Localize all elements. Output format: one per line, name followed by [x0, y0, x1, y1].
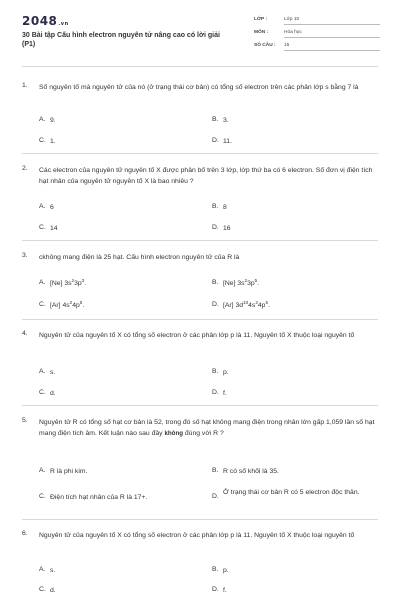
option-letter: D.: [212, 137, 219, 144]
question-stem: Các electron của nguyên tử nguyên tố X được phân bố trên 3 lớp, lớp thứ ba có 6 electron. Số đơn vị điện tích hạt nhân của nguyên tử nguyên tố X là bao nhiêu ?: [39, 167, 373, 185]
option-text: s.: [50, 369, 56, 376]
emphasis-word: không: [164, 430, 184, 437]
option-text: d.: [50, 390, 56, 397]
question-stem: Nguyên tử R có tổng số hạt cơ bản là 52, trong đó số hạt không mang điện trong nhân lớn gấp 1,059 lần số hạt mang điện tích âm. Kết luận nào sau đây không đúng với R ?: [39, 419, 375, 437]
option-text: 9.: [50, 117, 56, 124]
option-text: 3.: [223, 117, 229, 124]
class-label: LỚP :: [254, 17, 268, 22]
option-letter: A.: [39, 203, 46, 210]
question-stem: ckhông mang điện là 25 hạt. Cấu hình electron nguyên tử của R là: [39, 254, 240, 261]
option-formula: [Ar] $3d^{10}4s^24p^5$.: [223, 300, 270, 309]
option-text: p.: [223, 369, 229, 376]
option-letter: A.: [39, 566, 46, 573]
option-letter: A.: [39, 279, 46, 286]
option-text: R là phi kim.: [50, 468, 88, 475]
option-text: 14: [50, 225, 58, 232]
question-number: 2.: [22, 165, 28, 172]
question-stem: Nguyên tử của nguyên tố X có tổng số electron ở các phân lớp p là 11. Nguyên tố X thuộc loại nguyên tố: [39, 332, 355, 339]
option-letter: D.: [212, 389, 219, 396]
option-letter: C.: [39, 301, 46, 308]
option-formula: [Ne] $3s^23p^5$.: [223, 278, 260, 287]
subject-label: MÔN :: [254, 30, 269, 35]
option-letter: A.: [39, 467, 46, 474]
class-value: Lớp 10: [284, 17, 380, 25]
option-text: f.: [223, 390, 227, 397]
option-text: Điện tích hạt nhân của R là 17+.: [50, 494, 148, 501]
question-count-label: SỐ CÂU :: [254, 43, 276, 48]
option-formula: [Ar] $4s^24p^5$.: [50, 300, 85, 309]
question-number: 1.: [22, 82, 28, 89]
question-divider: [22, 240, 378, 241]
option-text: f.: [223, 587, 227, 594]
option-text: Ở trạng thái cơ bản R có 5 electron độc thân.: [223, 489, 360, 496]
logo-suffix: .vn: [58, 21, 69, 27]
question-number: 3.: [22, 252, 28, 259]
question-number: 6.: [22, 530, 28, 537]
option-letter: D.: [212, 301, 219, 308]
option-letter: D.: [212, 224, 219, 231]
question-divider: [22, 519, 378, 520]
option-text: 16: [223, 225, 231, 232]
question-number: 5.: [22, 417, 28, 424]
option-letter: D.: [212, 586, 219, 593]
site-logo[interactable]: [22, 14, 69, 28]
option-letter: B.: [212, 116, 219, 123]
option-text: 8: [223, 204, 227, 211]
question-number: 4.: [22, 330, 28, 337]
option-letter: B.: [212, 279, 219, 286]
option-letter: B.: [212, 203, 219, 210]
option-letter: C.: [39, 586, 46, 593]
question-divider: [22, 153, 378, 154]
question-divider: [22, 405, 378, 406]
option-text: 1.: [50, 138, 56, 145]
subject-value: Hóa học: [284, 30, 380, 38]
option-letter: D.: [212, 493, 219, 500]
option-text: 6: [50, 204, 54, 211]
option-letter: B.: [212, 368, 219, 375]
option-letter: B.: [212, 467, 219, 474]
header-divider: [22, 66, 378, 67]
question-count-value: 15: [284, 43, 380, 51]
page-header: [22, 14, 380, 58]
option-text: s.: [50, 567, 56, 574]
option-letter: A.: [39, 116, 46, 123]
option-letter: A.: [39, 368, 46, 375]
question-stem: Nguyên tử của nguyên tố X có tổng số electron ở các phân lớp p là 11. Nguyên tố X thuộc loại nguyên tố: [39, 532, 355, 539]
option-letter: C.: [39, 389, 46, 396]
logo-text: 2048: [22, 14, 58, 28]
option-letter: C.: [39, 224, 46, 231]
option-formula: [Ne] $3s^23p^3$.: [50, 278, 87, 287]
option-letter: C.: [39, 137, 46, 144]
question-stem: Số nguyên tố mà nguyên tử của nó (ở trạng thái cơ bản) có tổng số electron trên các phân lớp s bằng 7 là: [39, 84, 359, 91]
document-title: 30 Bài tập Cấu hình electron nguyên tử nâng cao có lời giải (P1): [22, 32, 220, 48]
question-divider: [22, 319, 378, 320]
option-letter: C.: [39, 493, 46, 500]
option-text: R có số khối là 35.: [223, 468, 279, 475]
option-text: p.: [223, 567, 229, 574]
option-text: 11.: [223, 138, 232, 145]
option-text: d.: [50, 587, 56, 594]
option-letter: B.: [212, 566, 219, 573]
